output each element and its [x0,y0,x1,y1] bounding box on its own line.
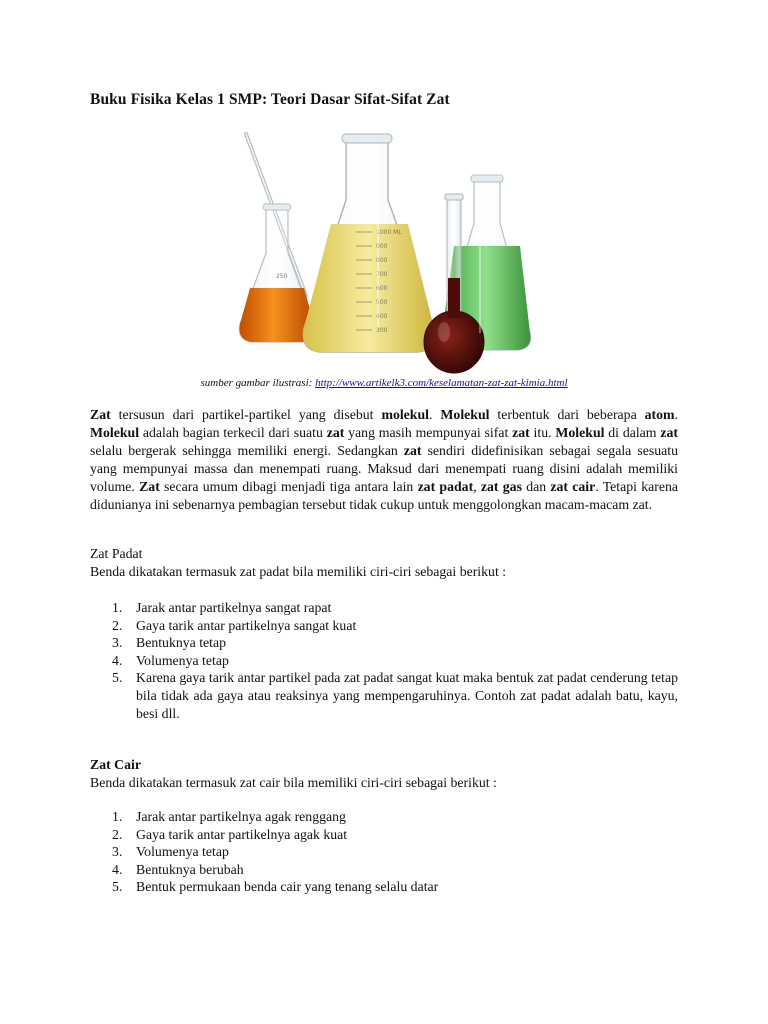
text-run: . [428,407,441,422]
text-run: sendiri didefinisikan sebagai segala sesuatu yang mempunyai massa dan menempati ruang. Maksud dari menempati ruang disini adalah memiliki volume. [90,443,678,494]
list-item: 4. Bentuknya berubah [112,861,244,877]
section-intro-zat-padat: Benda dikatakan termasuk zat padat bila memiliki ciri-ciri sebagai berikut : [90,564,507,579]
intro-paragraph [90,406,678,514]
bold-term: zat [403,443,422,458]
text-run: itu. [529,425,556,440]
beaker-mark-label: 900 [376,243,388,250]
text-run: , [473,479,481,494]
caption-prefix: sumber gambar ilustrasi: [200,377,316,389]
beaker-mark-label: 400 [376,313,388,320]
text-run: terbentuk dari beberapa [489,407,645,422]
beaker-mark-label: 500 [376,299,388,306]
orange-flask [240,204,315,342]
text-run: secara umum dibagi menjadi tiga antara lain [159,479,418,494]
list-item: 4. Volumenya tetap [112,652,229,668]
document-title: Buku Fisika Kelas 1 SMP: Teori Dasar Sifat-Sifat Zat [90,91,450,108]
list-item: 3. Volumenya tetap [112,844,229,860]
text-run: dan [521,479,551,494]
lab-glassware-illustration [228,128,540,376]
bold-term: Molekul [90,425,140,440]
list-item: 5. Karena gaya tarik antar partikel pada zat padat sangat kuat maka bentuk zat padat cenderung tetap bila tidak ada gaya atau reaksinya yang mempengaruhinya. Contoh zat padat adalah batu, kayu, besi dll. [112,670,678,721]
beaker-mark-label: 800 [376,257,388,264]
text-run: . [674,407,678,422]
bold-term: zat [660,425,678,440]
bold-term: atom [644,407,675,422]
zat-padat-list [90,599,678,722]
bold-term: molekul [381,407,429,422]
bold-term: zat cair [550,479,596,494]
section-heading-zat-cair: Zat Cair [90,757,141,772]
bold-term: Molekul [555,425,605,440]
list-item: 2. Gaya tarik antar partikelnya agak kuat [112,826,348,842]
image-caption [0,377,768,389]
list-item: 5. Bentuk permukaan benda cair yang tenang selalu datar [112,879,439,895]
large-yellow-flask [303,134,434,352]
text-run: di dalam [604,425,661,440]
text-run: yang masih mempunyai sifat [344,425,513,440]
bold-term: Molekul [440,407,490,422]
text-run: adalah bagian terkecil dari suatu [139,425,327,440]
section-heading-zat-padat: Zat Padat [90,546,143,561]
beaker-mark-label: 300 [376,327,388,334]
text-run: . Tetapi karena didunianya ini sebenarnya pembagian tersebut tidak cukup untuk menggolongkan macam-macam zat. [90,479,678,512]
list-item: 3. Bentuknya tetap [112,635,227,651]
beaker-mark-label: 600 [376,285,388,292]
small-flask-mark: 250 [276,273,288,280]
bold-term: zat padat [417,479,474,494]
section-intro-zat-cair: Benda dikatakan termasuk zat cair bila memiliki ciri-ciri sebagai berikut : [90,775,497,790]
list-item: 1. Jarak antar partikelnya agak renggang [112,809,346,824]
text-run: selalu bergerak sehingga memiliki energi. Sedangkan [90,443,404,458]
list-item: 2. Gaya tarik antar partikelnya sangat kuat [112,617,357,633]
zat-cair-list [90,808,678,896]
caption-source-link[interactable]: http://www.artikelk3.com/keselamatan-zat-zat-kimia.html [315,377,568,389]
bold-term: zat [326,425,345,440]
bold-term: zat [512,425,530,440]
list-item: 1. Jarak antar partikelnya sangat rapat [112,600,332,615]
bold-term: zat gas [480,479,522,494]
bold-term: Zat [90,407,111,422]
bold-term: Zat [139,479,160,494]
beaker-mark-label: 1000 ML [376,229,402,236]
beaker-mark-label: 700 [376,271,388,278]
text-run: tersusun dari partikel-partikel yang disebut [110,407,382,422]
